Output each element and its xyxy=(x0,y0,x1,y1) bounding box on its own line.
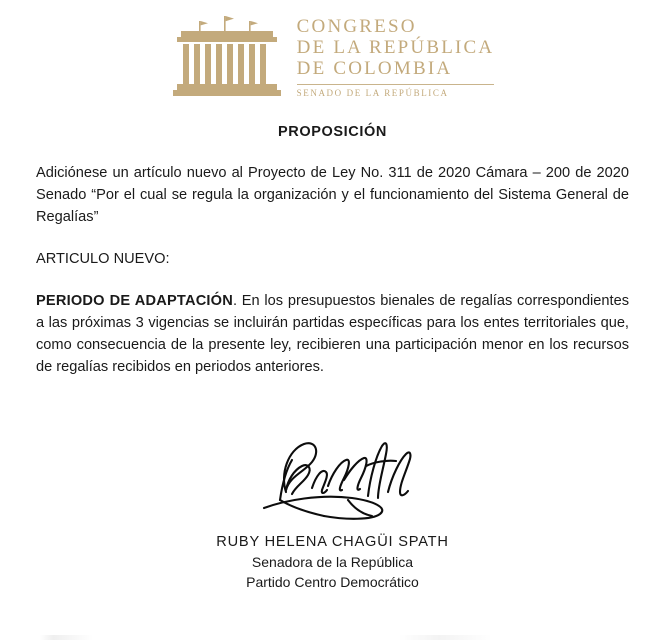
article-paragraph xyxy=(36,290,629,378)
signer-role: Senadora de la República xyxy=(251,554,414,570)
letterhead xyxy=(0,0,665,106)
signer-party: Partido Centro Democrático xyxy=(246,574,419,590)
article-heading: ARTICULO NUEVO: xyxy=(36,251,170,267)
paragraph-intro: Adiciónese un artículo nuevo al Proyecto de Ley No. 311 de 2020 Cámara – 200 de 2020 Senado “Por el cual se regula la organización y el funcionamiento del Sistema General de Regalías” xyxy=(36,165,629,225)
signer-details xyxy=(216,532,448,592)
congress-building-icon xyxy=(171,14,283,100)
logo-subtitle: SENADO DE LA REPÚBLICA xyxy=(297,84,495,98)
article-text: . En los presupuestos bienales de regalías correspondientes a las próximas 3 vigencias se incluirán partidas específicas para los entes territoriales que, como consecuencia de la presente ley, recibieren una participación menor en los recursos de regalías recibidos en periodos anteriores. xyxy=(36,293,629,375)
scan-artifact xyxy=(0,635,665,640)
logo-line-3: DE COLOMBIA xyxy=(296,58,453,79)
document-body xyxy=(0,124,665,592)
logo-text xyxy=(283,14,495,100)
signer-name: RUBY HELENA CHAGÜI SPATH xyxy=(216,534,449,550)
page-bottom-edge xyxy=(0,624,665,640)
logo-line-2: DE LA REPÚBLICA xyxy=(296,37,495,58)
page-title: PROPOSICIÓN xyxy=(278,124,387,140)
signature-block xyxy=(36,430,629,592)
logo-line-1: CONGRESO xyxy=(296,16,417,37)
congress-logo xyxy=(171,14,495,100)
handwritten-signature-icon xyxy=(228,430,438,526)
article-lead: PERIODO DE ADAPTACIÓN xyxy=(36,293,233,309)
